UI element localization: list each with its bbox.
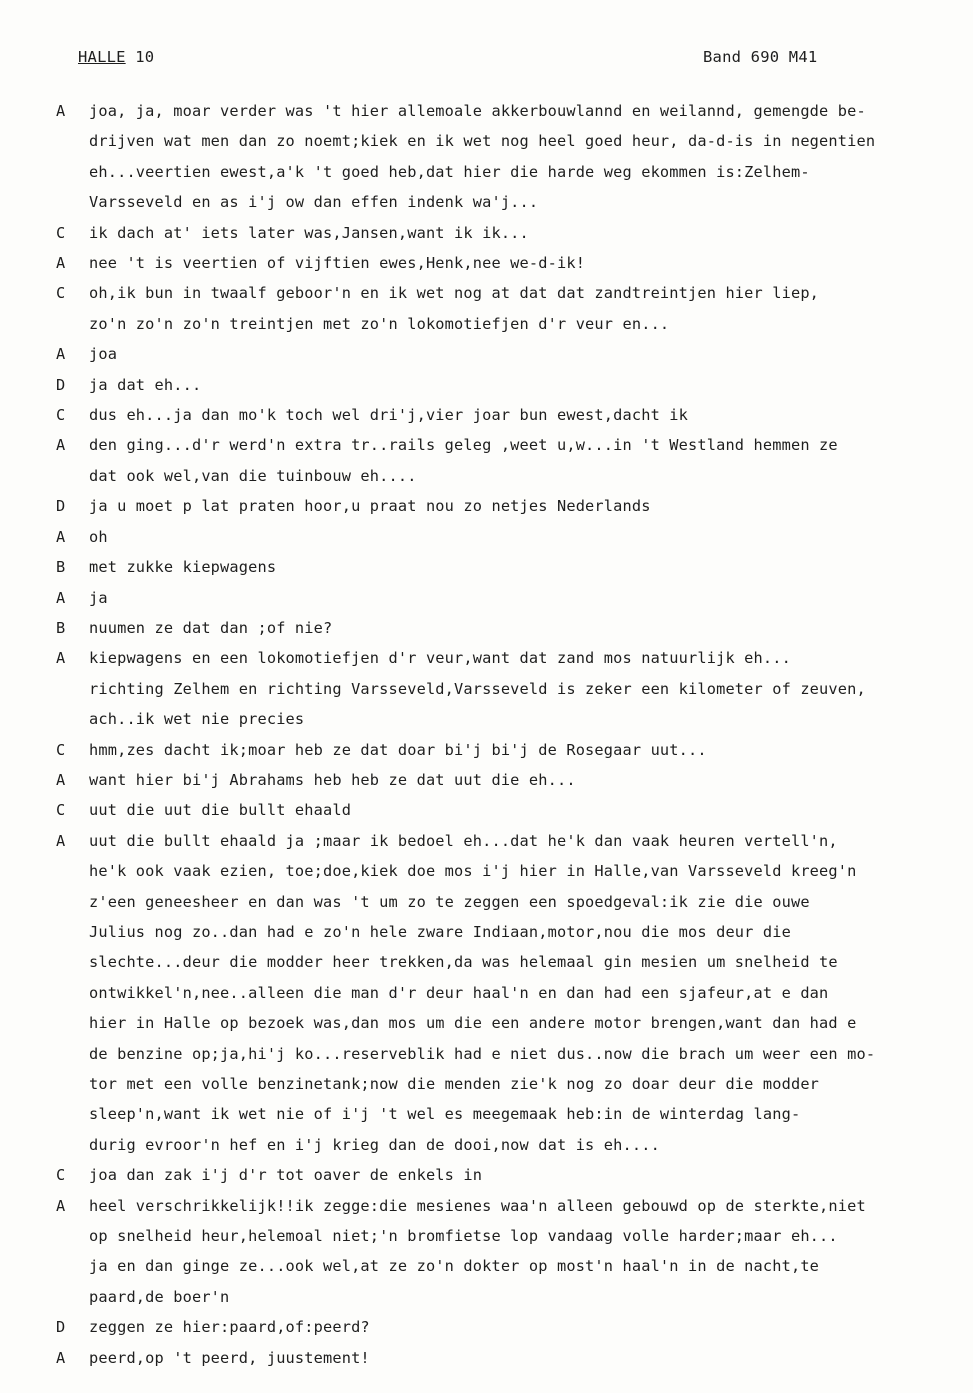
text-line: ja dat eh... bbox=[89, 375, 202, 394]
text-line: ja bbox=[89, 588, 108, 607]
turn-text bbox=[89, 795, 971, 825]
turn-text bbox=[89, 583, 971, 613]
transcript-body bbox=[0, 96, 973, 1373]
transcript-turn bbox=[0, 278, 973, 339]
transcript-turn bbox=[0, 1191, 973, 1313]
text-line: de benzine op;ja,hi'j ko...reserveblik had e niet dus..now die brach um weer een mo- bbox=[89, 1044, 876, 1063]
turn-text bbox=[89, 522, 971, 552]
turn-text bbox=[89, 430, 971, 491]
text-line: nee 't is veertien of vijftien ewes,Henk,nee we-d-ik! bbox=[89, 254, 586, 273]
transcript-turn bbox=[0, 735, 973, 765]
text-line: op snelheid heur,helemoal niet;'n bromfietse lop vandaag volle harder;maar eh... bbox=[89, 1227, 838, 1246]
text-line: dus eh...ja dan mo'k toch wel dri'j,vier joar bun ewest,dacht ik bbox=[89, 406, 689, 425]
turn-text bbox=[89, 218, 971, 248]
turn-text bbox=[89, 248, 971, 278]
turn-text bbox=[89, 491, 971, 521]
speaker-label: D bbox=[56, 375, 66, 394]
text-line: joa dan zak i'j d'r tot oaver de enkels in bbox=[89, 1166, 483, 1185]
text-line: eh...veertien ewest,a'k 't goed heb,dat hier die harde weg ekommen is:Zelhem- bbox=[89, 162, 810, 181]
speaker-label: D bbox=[56, 1318, 66, 1337]
text-line: kiepwagens en een lokomotiefjen d'r veur,want dat zand mos natuurlijk eh... bbox=[89, 649, 791, 668]
speaker-label: A bbox=[56, 345, 66, 364]
text-line: richting Zelhem en richting Varsseveld,Varsseveld is zeker een kilometer of zeuven, bbox=[89, 679, 866, 698]
speaker-label: C bbox=[56, 740, 66, 759]
transcript-turn bbox=[0, 1343, 973, 1373]
header-tape-reference: Band 690 M41 bbox=[703, 48, 818, 66]
transcript-turn bbox=[0, 643, 973, 734]
transcript-turn bbox=[0, 96, 973, 218]
text-line: hmm,zes dacht ik;moar heb ze dat doar bi'j bi'j de Rosegaar uut... bbox=[89, 740, 707, 759]
text-line: joa bbox=[89, 345, 118, 364]
text-line: nuumen ze dat dan ;of nie? bbox=[89, 618, 333, 637]
turn-text bbox=[89, 643, 971, 734]
speaker-label: A bbox=[56, 436, 66, 455]
turn-text bbox=[89, 552, 971, 582]
turn-text bbox=[89, 1343, 971, 1373]
text-line: he'k ook vaak ezien, toe;doe,kiek doe mos i'j hier in Halle,van Varsseveld kreeg'n bbox=[89, 862, 857, 881]
transcript-turn bbox=[0, 370, 973, 400]
turn-text bbox=[89, 278, 971, 339]
text-line: sleep'n,want ik wet nie of i'j 't wel es meegemaak heb:in de winterdag lang- bbox=[89, 1105, 801, 1124]
text-line: ja en dan ginge ze...ook wel,at ze zo'n dokter op most'n haal'n in de nacht,te bbox=[89, 1257, 820, 1276]
speaker-label: C bbox=[56, 223, 66, 242]
turn-text bbox=[89, 400, 971, 430]
text-line: tor met een volle benzinetank;now die menden zie'k nog zo doar deur die modder bbox=[89, 1075, 820, 1093]
turn-text bbox=[89, 826, 971, 1160]
transcript-turn bbox=[0, 522, 973, 552]
text-line: dat ook wel,van die tuinbouw eh.... bbox=[89, 466, 417, 485]
text-line: slechte...deur die modder heer trekken,da was helemaal gin mesien um snelheid te bbox=[89, 953, 838, 972]
turn-text bbox=[89, 96, 971, 218]
transcript-turn bbox=[0, 552, 973, 582]
speaker-label: B bbox=[56, 558, 66, 577]
text-line: uut die bullt ehaald ja ;maar ik bedoel eh...dat he'k dan vaak heuren vertell'n, bbox=[89, 831, 838, 850]
text-line: joa, ja, moar verder was 't hier allemoale akkerbouwlannd en weilannd, gemengde be- bbox=[89, 102, 866, 120]
speaker-label: D bbox=[56, 497, 66, 516]
transcript-turn bbox=[0, 491, 973, 521]
speaker-label: A bbox=[56, 831, 66, 850]
transcript-turn bbox=[0, 826, 973, 1160]
text-line: uut die uut die bullt ehaald bbox=[89, 801, 352, 820]
header-place: HALLE bbox=[78, 48, 126, 66]
transcript-turn bbox=[0, 1160, 973, 1190]
turn-text bbox=[89, 1160, 971, 1190]
text-line: zeggen ze hier:paard,of:peerd? bbox=[89, 1318, 370, 1337]
transcript-turn bbox=[0, 248, 973, 278]
speaker-label: A bbox=[56, 102, 66, 120]
transcript-turn bbox=[0, 1312, 973, 1342]
text-line: zo'n zo'n zo'n treintjen met zo'n lokomotiefjen d'r veur en... bbox=[89, 314, 670, 333]
text-line: want hier bi'j Abrahams heb heb ze dat uut die eh... bbox=[89, 770, 576, 789]
turn-text bbox=[89, 370, 971, 400]
turn-text bbox=[89, 339, 971, 369]
speaker-label: A bbox=[56, 588, 66, 607]
transcript-turn bbox=[0, 583, 973, 613]
transcript-turn bbox=[0, 613, 973, 643]
speaker-label: B bbox=[56, 618, 66, 637]
transcript-turn bbox=[0, 400, 973, 430]
text-line: peerd,op 't peerd, juustement! bbox=[89, 1348, 370, 1367]
text-line: met zukke kiepwagens bbox=[89, 558, 277, 577]
speaker-label: C bbox=[56, 284, 66, 303]
speaker-label: C bbox=[56, 801, 66, 820]
text-line: durig evroor'n hef en i'j krieg dan de dooi,now dat is eh.... bbox=[89, 1135, 660, 1154]
speaker-label: A bbox=[56, 770, 66, 789]
text-line: ja u moet p lat praten hoor,u praat nou zo netjes Nederlands bbox=[89, 497, 651, 516]
speaker-label: C bbox=[56, 406, 66, 425]
transcript-turn bbox=[0, 339, 973, 369]
text-line: ontwikkel'n,nee..alleen die man d'r deur haal'n en dan had een sjafeur,at e dan bbox=[89, 983, 829, 1002]
text-line: ik dach at' iets later was,Jansen,want ik ik... bbox=[89, 223, 529, 242]
text-line: heel verschrikkelijk!!ik zegge:die mesienes waa'n alleen gebouwd op de sterkte,niet bbox=[89, 1196, 866, 1215]
speaker-label: C bbox=[56, 1166, 66, 1185]
text-line: den ging...d'r werd'n extra tr..rails geleg ,weet u,w...in 't Westland hemmen ze bbox=[89, 436, 838, 455]
turn-text bbox=[89, 1191, 971, 1313]
speaker-label: A bbox=[56, 254, 66, 273]
transcript-turn bbox=[0, 430, 973, 491]
text-line: paard,de boer'n bbox=[89, 1287, 230, 1306]
text-line: Julius nog zo..dan had e zo'n hele zware Indiaan,motor,nou die mos deur die bbox=[89, 922, 791, 941]
speaker-label: A bbox=[56, 527, 66, 546]
speaker-label: A bbox=[56, 649, 66, 668]
text-line: ach..ik wet nie precies bbox=[89, 710, 305, 729]
text-line: drijven wat men dan zo noemt;kiek en ik wet nog heel goed heur, da-d-is in negentien bbox=[89, 132, 876, 151]
text-line: oh bbox=[89, 527, 108, 546]
text-line: hier in Halle op bezoek was,dan mos um die een andere motor brengen,want dan had e bbox=[89, 1014, 857, 1033]
transcript-turn bbox=[0, 218, 973, 248]
turn-text bbox=[89, 1312, 971, 1342]
speaker-label: A bbox=[56, 1196, 66, 1215]
text-line: z'een geneesheer en dan was 't um zo te zeggen een spoedgeval:ik zie die ouwe bbox=[89, 892, 810, 911]
turn-text bbox=[89, 735, 971, 765]
transcript-turn bbox=[0, 795, 973, 825]
turn-text bbox=[89, 765, 971, 795]
text-line: oh,ik bun in twaalf geboor'n en ik wet nog at dat dat zandtreintjen hier liep, bbox=[89, 284, 820, 303]
header-left bbox=[78, 48, 154, 66]
speaker-label: A bbox=[56, 1348, 66, 1367]
transcript-turn bbox=[0, 765, 973, 795]
header-number: 10 bbox=[125, 48, 155, 66]
text-line: Varsseveld en as i'j ow dan effen indenk wa'j... bbox=[89, 193, 539, 212]
turn-text bbox=[89, 613, 971, 643]
